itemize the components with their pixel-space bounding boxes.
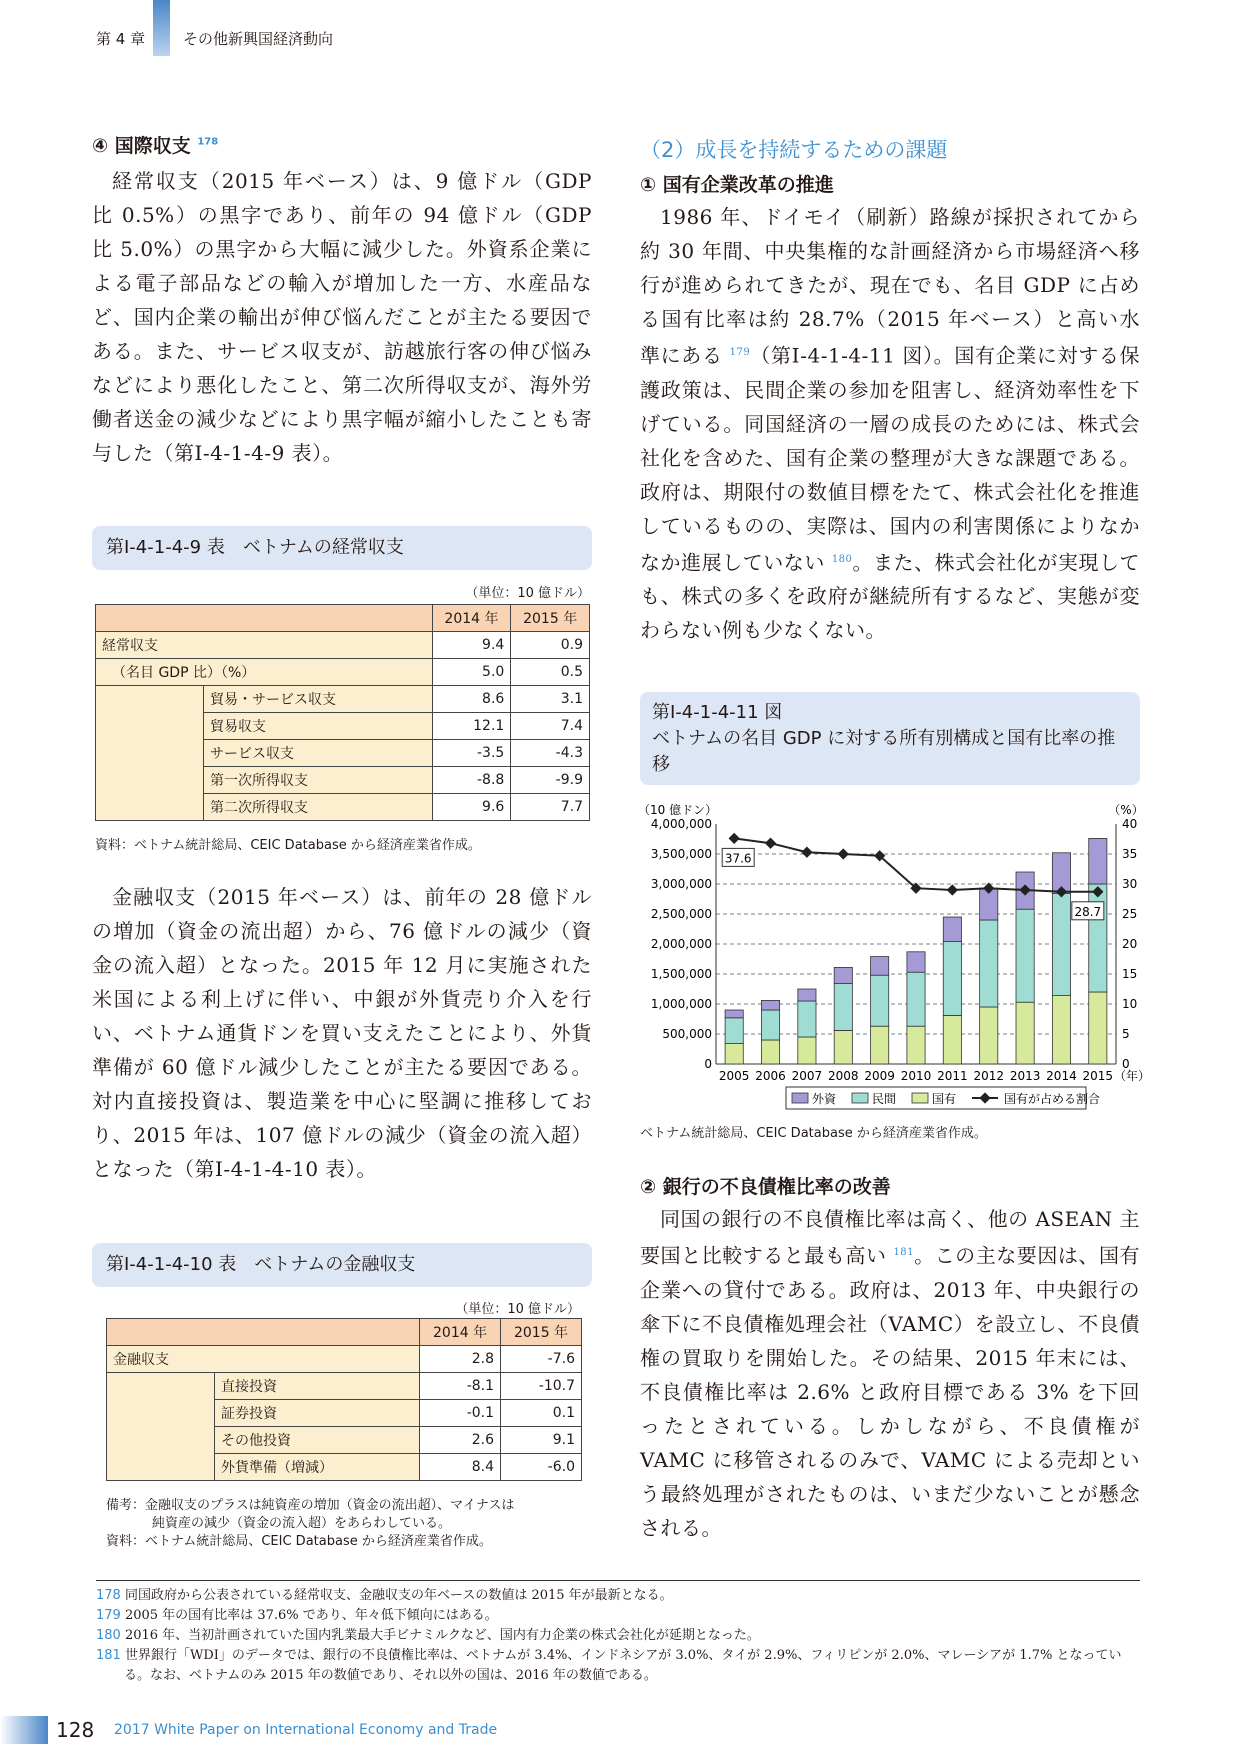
bar-segment [871, 1026, 889, 1064]
x-tick-label: 2013 [1009, 1069, 1041, 1083]
chapter-label: 第 4 章 [96, 30, 146, 48]
footnote-181: 181 世界銀行「WDI」のデータでは、銀行の不良債権比率は、ベトナムが 3.4%、インドネシアが 3.0%、タイが 2.9%、フィリピンが 2.0%、マレーシアが 1.7% となっている。なお、ベトナムのみ 2015 年の数値であり、それ以外の国は、2016 年の数値である。 [96, 1648, 1122, 1683]
y-tick-label: 2,500,000 [650, 907, 712, 921]
x-tick-label: 2015 [1082, 1069, 1114, 1083]
paragraph-current-account: 経常収支（2015 年ベース）は、9 億ドル（GDP 比 0.5%）の黒字であり、前年の 94 億ドル（GDP 比 5.0%）の黒字から大幅に減少した。外資系企業による電子部品などの輸入が増加した一方、水産品など、国内企業の輸出が伸び悩んだことが主たる要因である。また、サービス収支が、訪越旅行客の伸び悩みなどにより悪化したこと、第二次所得収支が、海外労働者送金の減少などにより黒字幅が縮小したことも寄与した（第Ⅰ-4-1-4-9 表）。 [92, 169, 592, 465]
table-9-unit: （単位：10 億ドル） [465, 586, 590, 601]
footnote-180: 180 2016 年、当初計画されていた国内乳業最大手ビナミルクなど、国内有力企業の株式会社化が延期となった。 [96, 1628, 760, 1643]
bar-segment [871, 975, 889, 1026]
bar-segment [725, 1044, 743, 1064]
x-tick-label: 2012 [973, 1069, 1005, 1083]
y-axis-title-right: （%） [1108, 803, 1144, 817]
table-10-col-2015: 2015 年 [501, 1319, 582, 1346]
footnote-divider [96, 1580, 1140, 1581]
bar-segment [907, 1026, 925, 1064]
bar-segment [907, 952, 925, 972]
table-9-col-2015: 2015 年 [511, 605, 590, 632]
paragraph-npl: 同国の銀行の不良債権比率は高く、他の ASEAN 主要国と比較すると最も高い $^{181}$。この主な要因は、国有企業への貸付である。政府は、2013 年、中央銀行の傘下に不良債権処理会社（VAMC）を設立し、不良債権の買取りを開始した。その結果、2015 年末には、不良債権比率は 2.6% と政府目標である 3% を下回ったとされている。しかしながら、不良債権が VAMC に移管されるのみで、VAMC による売却という最終処理がされたものは、いまだ少ないことが懸念される。 [640, 1207, 1141, 1540]
table-row: 経常収支 9.4 0.9 [96, 632, 590, 659]
table-row: （名目 GDP 比）（%） 5.0 0.5 [96, 659, 590, 686]
y2-tick-label: 10 [1122, 997, 1138, 1011]
y-tick-label: 1,000,000 [650, 997, 712, 1011]
y2-tick-label: 30 [1122, 877, 1138, 891]
paragraph-financial-account: 金融収支（2015 年ベース）は、前年の 28 億ドルの増加（資金の流出超）から、76 億ドルの減少（資金の流入超）となった。2015 年 12 月に実施された米国による利上げに伴い、中銀が外貨売り介入を行い、ベトナム通貨ドンを買い支えたことにより、外貨準備が 60 億ドル減少したことが主たる要因である。対内直接投資は、製造業を中心に堅調に推移しており、2015 年は、107 億ドルの減少（資金の流入超）となった（第Ⅰ-4-1-4-10 表）。 [92, 885, 592, 1181]
x-tick-label: 2011 [937, 1069, 968, 1083]
table-row: 貿易収支 12.1 7.4 [96, 713, 590, 740]
bar-segment [761, 1000, 779, 1010]
bar-segment [1052, 996, 1070, 1064]
y2-tick-label: 40 [1122, 817, 1138, 831]
figure-11-caption: 第Ⅰ-4-1-4-11 図 ベトナムの名目 GDP に対する所有別構成と国有比率の推移 [640, 692, 1140, 785]
y-tick-label: 4,000,000 [650, 817, 712, 831]
table-10-notes: 備考：金融収支のプラスは純資産の増加（資金の流出超）、マイナスは 純資産の減少（資金の流入超）をあらわしている。 資料：ベトナム統計総局、CEIC Database から経済産業省作成。 [106, 1498, 515, 1549]
bar-segment [798, 1001, 816, 1037]
table-10 [106, 1318, 582, 1481]
subheading-npl: ② 銀行の不良債権比率の改善 [640, 1176, 891, 1198]
legend-label: 民間 [872, 1092, 897, 1106]
footnote-178: 178 同国政府から公表されている経常収支、金融収支の年ベースの数値は 2015 年が最新となる。 [96, 1588, 673, 1603]
footnote-ref-180[interactable]: 180 [831, 553, 853, 565]
x-tick-label: 2014 [1046, 1069, 1077, 1083]
table-row: 貿易・サービス収支 8.6 3.1 [96, 686, 590, 713]
x-tick-label: 2005 [718, 1069, 750, 1083]
y-tick-label: 1,500,000 [650, 967, 712, 981]
bar-segment [1016, 1002, 1034, 1064]
y2-tick-label: 5 [1122, 1027, 1130, 1041]
bar-segment [871, 957, 889, 976]
legend-swatch [852, 1093, 868, 1103]
table-10-col-2014: 2014 年 [420, 1319, 501, 1346]
x-tick-label: 2009 [864, 1069, 895, 1083]
legend-label: 外資 [812, 1092, 837, 1106]
table-row: 第二次所得収支 9.6 7.7 [96, 794, 590, 821]
table-row: 直接投資 -8.1 -10.7 [107, 1373, 582, 1400]
bar-segment [943, 917, 961, 942]
bar-segment [1089, 992, 1107, 1064]
share-marker [838, 848, 849, 859]
footer-accent-bar [0, 1716, 48, 1744]
table-10-caption: 第Ⅰ-4-1-4-10 表 ベトナムの金融収支 [92, 1243, 592, 1287]
bar-segment [1052, 894, 1070, 996]
table-row: 金融収支 2.8 -7.6 [107, 1346, 582, 1373]
y-tick-label: 3,000,000 [650, 877, 712, 891]
bar-segment [798, 1037, 816, 1064]
table-9-source: 資料：ベトナム統計総局、CEIC Database から経済産業省作成。 [95, 838, 481, 853]
share-marker [729, 833, 740, 844]
y2-tick-label: 25 [1122, 907, 1138, 921]
bar-segment [943, 942, 961, 1016]
paragraph-soe-reform: 1986 年、ドイモイ（刷新）路線が採択されてから約 30 年間、中央集権的な計画経済から市場経済へ移行が進められてきたが、現在でも、名目 GDP に占める国有比率は約 28.7%（2015 年ベース）と高い水準にある $^{179}$（第Ⅰ-4-1-4-11 図）。国有企業に対する保護政策は、民間企業の参加を阻害し、経済効率性を下げている。同国経済の一層の成長のためには、株式会社化を含めた、国有企業の整理が大きな課題である。政府は、期限付の数値目標をたて、株式会社化を推進しているものの、実際は、国内の利害関係によりなかなか進展していない $^{180}$。また、株式会社化が実現しても、株式の多くを政府が継続所有するなど、実態が変わらない例も少なくない。 [640, 205, 1141, 643]
y-tick-label: 3,500,000 [650, 847, 712, 861]
legend-label: 国有が占める割合 [1004, 1092, 1101, 1106]
bar-segment [1016, 909, 1034, 1002]
share-marker [947, 884, 958, 895]
bar-segment [980, 920, 998, 1007]
annotation-end-label: 28.7 [1074, 904, 1102, 919]
table-9-caption: 第Ⅰ-4-1-4-9 表 ベトナムの経常収支 [92, 526, 592, 570]
x-tick-label: 2006 [755, 1069, 786, 1083]
bar-segment [834, 1030, 852, 1064]
gdp-ownership-chart [636, 794, 1151, 1124]
table-row: 証券投資 -0.1 0.1 [107, 1400, 582, 1427]
table-row: サービス収支 -3.5 -4.3 [96, 740, 590, 767]
bar-segment [834, 984, 852, 1031]
footnote-ref-178[interactable]: 178 [197, 136, 219, 148]
y-tick-label: 500,000 [662, 1027, 712, 1041]
table-row: 外貨準備（増減） 8.4 -6.0 [107, 1454, 582, 1481]
y2-tick-label: 15 [1122, 967, 1138, 981]
footnote-ref-179[interactable]: 179 [729, 347, 751, 358]
bar-segment [725, 1018, 743, 1044]
table-row: その他投資 2.6 9.1 [107, 1427, 582, 1454]
header-accent-bar [153, 0, 170, 56]
legend-label: 国有 [932, 1092, 957, 1106]
bar-segment [761, 1010, 779, 1040]
y2-tick-label: 35 [1122, 847, 1138, 861]
y-tick-label: 0 [704, 1057, 712, 1071]
page-number: 128 [56, 1718, 95, 1742]
footnote-ref-181[interactable]: 181 [893, 1247, 915, 1258]
table-10-unit: （単位：10 億ドル） [455, 1302, 580, 1317]
legend-swatch [792, 1093, 808, 1103]
bar-segment [725, 1010, 743, 1018]
y2-tick-label: 0 [1122, 1057, 1130, 1071]
annotation-start-label: 37.6 [724, 851, 752, 866]
x-tick-label: 2007 [791, 1069, 823, 1083]
figure-11-source: ベトナム統計総局、CEIC Database から経済産業省作成。 [640, 1126, 987, 1141]
bar-segment [943, 1015, 961, 1064]
y-tick-label: 2,000,000 [650, 937, 712, 951]
bar-segment [798, 989, 816, 1001]
table-9 [95, 604, 590, 821]
bar-segment [1089, 884, 1107, 992]
y-axis-title-left: （10 億ドン） [638, 803, 718, 817]
bar-segment [907, 972, 925, 1026]
y2-tick-label: 20 [1122, 937, 1138, 951]
table-row: 第一次所得収支 -8.8 -9.9 [96, 767, 590, 794]
section-heading-challenges: （2）成長を持続するための課題 [640, 138, 948, 162]
bar-segment [834, 967, 852, 983]
x-axis-title: （年） [1113, 1069, 1151, 1083]
bar-segment [1089, 838, 1107, 884]
x-tick-label: 2010 [900, 1069, 932, 1083]
share-marker [801, 847, 812, 858]
table-9-col-2014: 2014 年 [432, 605, 511, 632]
x-tick-label: 2008 [827, 1069, 859, 1083]
footnote-179: 179 2005 年の国有比率は 37.6% であり、年々低下傾向にはある。 [96, 1608, 498, 1623]
footnotes [96, 1586, 1140, 1686]
left-column [92, 131, 592, 470]
bar-segment [761, 1040, 779, 1064]
legend-swatch [912, 1093, 928, 1103]
share-marker [765, 838, 776, 849]
subheading-soe-reform: ① 国有企業改革の推進 [640, 174, 834, 196]
bar-segment [980, 1007, 998, 1064]
section-heading-balance: ④ 国際収支 $^{178}$ [92, 135, 219, 157]
chapter-title: その他新興国経済動向 [183, 30, 334, 48]
footer-title: 2017 White Paper on International Economy and Trade [114, 1722, 498, 1738]
